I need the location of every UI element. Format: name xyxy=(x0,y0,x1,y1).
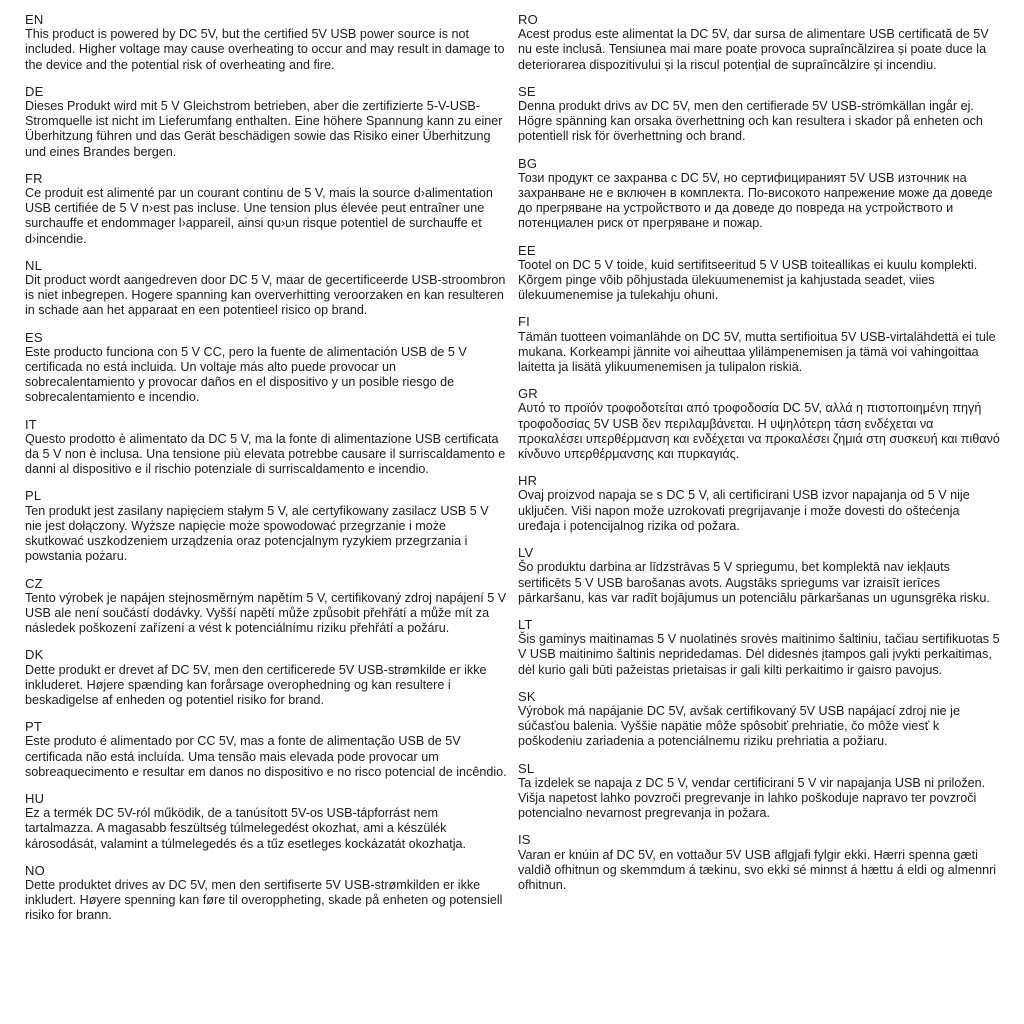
language-text: This product is powered by DC 5V, but the certified 5V USB power source is not included. Higher voltage may cause overheating to occur and may result in damage to the device and the potential risk of overheating and fire. xyxy=(25,27,505,72)
language-section-sk xyxy=(518,689,1001,750)
language-text: Denna produkt drivs av DC 5V, men den certifierade 5V USB-strömkällan ingår ej. Högre spänning kan orsaka överhettning och kan resultera i skador på enheten och potentiell risk för överhettning och brand. xyxy=(518,99,983,144)
language-text: Tento výrobek je napájen stejnosměrným napětím 5 V, certifikovaný zdroj napájení 5 V USB ale není součástí dodávky. Vyšší napětí může způsobit přehřátí a může mít za následek poškození zařízení a vést k potenciálnímu riziku přehřátí a požáru. xyxy=(25,590,507,636)
language-code: HU xyxy=(25,790,45,806)
language-code: FR xyxy=(25,170,43,186)
language-section-es xyxy=(25,330,508,406)
language-text: Výrobok má napájanie DC 5V, avšak certifikovaný 5V USB napájací zdroj nie je súčasťou balenia. Vyššie napätie môže spôsobiť prehriatie, čo môže viesť k poškodeniu zariadenia a potenciálnemu riziku prehriatia a požiaru. xyxy=(518,703,960,749)
language-text: Este producto funciona con 5 V CC, pero la fuente de alimentación USB de 5 V certificada no está incluida. Un voltaje más alto puede provocar un sobrecalentamiento y provocar daños en el dispositivo y un posible riesgo de sobrecalentamiento e incendio. xyxy=(25,344,467,405)
language-text: Acest produs este alimentat la DC 5V, dar sursa de alimentare USB certificată de 5V nu este inclusă. Tensiunea mai mare poate provoca supraîncălzirea și poate duce la deteriorarea dispozitivului și la riscul potențial de supraîncălzire și incendiu. xyxy=(518,27,989,72)
language-text: Dette produktet drives av DC 5V, men den sertifiserte 5V USB-strømkilden er ikke inkludert. Høyere spenning kan føre til overoppheting, skade på enheten og potensiell risiko for brann. xyxy=(25,877,503,923)
language-text: Questo prodotto è alimentato da DC 5 V, ma la fonte di alimentazione USB certificata da 5 V non è inclusa. Una tensione più elevata potrebbe causare il surriscaldamento e danni al dispositivo e il rischio potenziale di surriscaldamento e incendio. xyxy=(25,431,506,477)
language-code: DK xyxy=(25,647,44,663)
language-section-is xyxy=(518,832,1001,893)
language-code: SL xyxy=(518,760,535,776)
language-text: Šis gaminys maitinamas 5 V nuolatinės srovės maitinimo šaltiniu, tačiau sertifikuotas 5 V USB maitinimo šaltinis nepridedamas. Dėl didesnės įtampos gali įvykti perkaitimas, dėl kurio gali būti pažeistas prietaisas ir gali kilti perkaitimo ir gaisro pavojus. xyxy=(518,632,1000,677)
language-section-bg xyxy=(518,156,1001,232)
language-text: Tämän tuotteen voimanlähde on DC 5V, mutta sertifioitua 5V USB-virtalähdettä ei tule mukana. Korkeampi jännite voi aiheuttaa ylilämpenemisen ja tämä voi vahingoittaa laitetta ja lisätä ylikuumenemisen ja tulipalon riskiä. xyxy=(518,329,996,375)
language-text: Dieses Produkt wird mit 5 V Gleichstrom betrieben, aber die zertifizierte 5-V-USB-Stromquelle ist nicht im Lieferumfang enthalten. Eine höhere Spannung kann zu einer Überhitzung führen und das Gerät beschädigen sowie das Risiko einer Überhitzung und eines Brandes bergen. xyxy=(25,99,503,159)
language-code: HR xyxy=(518,473,538,489)
language-code: ES xyxy=(25,329,43,345)
language-text: Този продукт се захранва с DC 5V, но сертифицираният 5V USB източник на захранване не е включен в комплекта. По-високото напрежение може да доведе до прегряване на устройството и да доведе до повреда на устройството и потенциален риск от прегряване и пожар. xyxy=(518,170,993,231)
language-text: Dette produkt er drevet af DC 5V, men den certificerede 5V USB-strømkilde er ikke inkluderet. Højere spænding kan forårsage overophedning og kan resultere i beskadigelse af enheden og potentiel risiko for brand. xyxy=(25,662,487,707)
language-section-pt xyxy=(25,719,508,780)
language-text: Este produto é alimentado por CC 5V, mas a fonte de alimentação USB de 5V certificada não está incluída. Uma tensão mais elevada pode provocar um sobreaquecimento e resultar em danos no dispositivo e no risco potencial de incêndio. xyxy=(25,734,507,779)
left-column xyxy=(25,12,508,1016)
language-text: Ez a termék DC 5V-ról működik, de a tanúsított 5V-os USB-tápforrást nem tartalmazza. A magasabb feszültség túlmelegedést okozhat, ami a készülék károsodását, valamint a túlmelegedés és a tűz esetleges kockázatát okozhatja. xyxy=(25,806,467,851)
language-code: NL xyxy=(25,257,43,273)
language-text: Αυτό το προϊόν τροφοδοτείται από τροφοδοσία DC 5V, αλλά η πιστοποιημένη πηγή τροφοδοσίας 5V USB δεν περιλαμβάνεται. Η υψηλότερη τάση ενδέχεται να προκαλέσει υπερθέρμανση και ενδέχεται να προκαλέσει ζημιά στη συσκευή και πιθανό κίνδυνο υπερθέρμανσης και πυρκαγιάς. xyxy=(518,401,1000,462)
language-section-se xyxy=(518,84,1001,145)
language-text: Šo produktu darbina ar līdzstrāvas 5 V spriegumu, bet komplektā nav iekļauts sertificēts 5 V USB barošanas avots. Augstāks spriegums var izraisīt ierīces pārkaršanu, kas var radīt bojājumus un potenciālu pārkaršanas un ugunsgrēka risku. xyxy=(518,560,990,605)
language-section-lv xyxy=(518,545,1001,606)
language-code: LT xyxy=(518,616,533,632)
language-code: RO xyxy=(518,12,538,27)
language-text: Ta izdelek se napaja z DC 5 V, vendar certificirani 5 V vir napajanja USB ni priložen. Višja napetost lahko povzroči pregrevanje in lahko poškoduje napravo ter povzroči potencialno nevarnost pregrevanja in požara. xyxy=(518,775,986,821)
language-section-ee xyxy=(518,243,1001,304)
language-section-hu xyxy=(25,791,508,852)
language-code: EE xyxy=(518,242,536,258)
language-text: Ten produkt jest zasilany napięciem stałym 5 V, ale certyfikowany zasilacz USB 5 V nie jest dołączony. Wyższe napięcie może spowodować przegrzanie i może skutkować uszkodzeniem urządzenia oraz potencjalnym ryzykiem przegrzania i powstania pożaru. xyxy=(25,503,489,564)
language-section-sl xyxy=(518,761,1001,822)
language-section-fi xyxy=(518,314,1001,375)
language-section-gr xyxy=(518,386,1001,462)
language-text: Ce produit est alimenté par un courant continu de 5 V, mais la source d›alimentation USB certifiée de 5 V n›est pas incluse. Une tension plus élevée peut entraîner une surchauffe et endommager l›appareil, ainsi qu›un risque potentiel de surchauffe et d›incendie. xyxy=(25,186,493,246)
language-section-nl xyxy=(25,258,508,319)
language-section-cz xyxy=(25,576,508,637)
language-code: SK xyxy=(518,688,536,704)
language-text: Dit product wordt aangedreven door DC 5 V, maar de gecertificeerde USB-stroombron is niet inbegrepen. Hogere spanning kan oververhitting veroorzaken en kan resulteren in schade aan het apparaat en een potentieel risico op brand. xyxy=(25,273,506,318)
language-section-no xyxy=(25,863,508,924)
right-column xyxy=(518,12,1001,1016)
language-section-pl xyxy=(25,488,508,564)
language-code: FI xyxy=(518,314,530,330)
language-code: IT xyxy=(25,416,37,432)
language-section-dk xyxy=(25,647,508,708)
language-text: Tootel on DC 5 V toide, kuid sertifitseeritud 5 V USB toiteallikas ei kuulu komplekti. Kõrgem pinge võib põhjustada ülekuumenemist ja kahjustada seadet, viies ülekuumenemise ja tulekahju ohuni. xyxy=(518,257,978,303)
language-section-hr xyxy=(518,473,1001,534)
language-code: DE xyxy=(25,83,44,99)
language-section-fr xyxy=(25,171,508,247)
language-code: SE xyxy=(518,83,536,99)
language-section-it xyxy=(25,417,508,478)
language-code: PT xyxy=(25,719,43,735)
language-text: Varan er knúin af DC 5V, en vottaður 5V USB aflgjafi fylgir ekki. Hærri spenna gæti valdið ofhitnun og skemmdum á tækinu, svo ekki sé minnst á hættu á eldi og almennri ofhitnun. xyxy=(518,847,997,892)
language-code: PL xyxy=(25,488,42,504)
language-code: IS xyxy=(518,832,531,848)
language-text: Ovaj proizvod napaja se s DC 5 V, ali certificirani USB izvor napajanja od 5 V nije uključen. Viši napon može uzrokovati pregrijavanje i može dovesti do oštećenja uređaja i potencijalnog rizika od požara. xyxy=(518,488,970,533)
language-section-de xyxy=(25,84,508,160)
language-code: CZ xyxy=(25,575,43,591)
language-code: GR xyxy=(518,386,538,402)
language-code: EN xyxy=(25,12,44,27)
language-section-ro xyxy=(518,12,1001,73)
language-section-en xyxy=(25,12,508,73)
language-section-lt xyxy=(518,617,1001,678)
language-code: BG xyxy=(518,155,538,171)
language-code: LV xyxy=(518,545,534,561)
language-code: NO xyxy=(25,862,45,878)
